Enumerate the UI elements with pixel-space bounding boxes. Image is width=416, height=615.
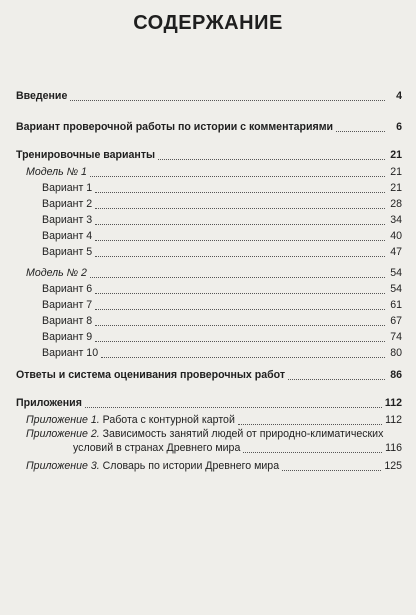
toc-page-number: 21 <box>390 182 402 194</box>
toc-entry-variant-8[interactable] <box>42 315 402 328</box>
toc-page-number: 54 <box>390 283 402 295</box>
toc-entry-label <box>26 414 235 427</box>
leader-dots <box>85 407 382 408</box>
leader-dots <box>158 159 385 160</box>
leader-dots <box>95 192 385 193</box>
toc-entry-label: Вариант 4 <box>42 230 93 242</box>
toc-entry-intro[interactable] <box>16 90 402 103</box>
toc-page-number: 4 <box>396 90 402 102</box>
toc-entry-variant-2[interactable] <box>42 198 402 211</box>
toc-entry-variant-3[interactable] <box>42 214 402 227</box>
toc-entry-variant-5[interactable] <box>42 246 402 259</box>
toc-page-number: 40 <box>390 230 402 242</box>
leader-dots <box>101 357 385 358</box>
toc-page-number: 112 <box>385 414 402 426</box>
toc-page-number: 67 <box>390 315 402 327</box>
toc-entry-label: Тренировочные варианты <box>16 149 156 161</box>
toc-page-number: 61 <box>390 299 402 311</box>
leader-dots <box>95 293 385 294</box>
toc-entry-label: Вариант 1 <box>42 182 93 194</box>
leader-dots <box>95 309 385 310</box>
toc-entry-label: Ответы и система оценивания проверочных работ <box>16 369 286 381</box>
toc-page-number: 54 <box>390 267 402 279</box>
appendix-title: Словарь по истории Древнего мира <box>102 460 280 472</box>
appendix-title: Работа с контурной картой <box>102 414 235 426</box>
toc-entry-variant-9[interactable] <box>42 331 402 344</box>
toc-entry-model-1[interactable] <box>26 166 402 179</box>
leader-dots <box>336 131 385 132</box>
toc-page-number: 6 <box>396 121 402 133</box>
toc-entry-label <box>26 460 279 473</box>
leader-dots <box>90 277 385 278</box>
toc-page-number: 21 <box>390 149 402 161</box>
toc-entry-label: Вариант 9 <box>42 331 93 343</box>
toc-entry-label: Вариант 5 <box>42 246 93 258</box>
toc-page-number: 28 <box>390 198 402 210</box>
toc-entry-appendix-2[interactable] <box>26 428 402 455</box>
toc-entry-appendix-1[interactable] <box>26 414 402 427</box>
toc-entry-variant-6[interactable] <box>42 283 402 296</box>
toc-page-number: 80 <box>390 347 402 359</box>
toc-entry-sample[interactable] <box>16 121 402 134</box>
toc-entry-label: Модель № 2 <box>26 267 87 279</box>
toc-entry-appendix-3[interactable] <box>26 460 402 473</box>
toc-entry-variant-10[interactable] <box>42 347 402 360</box>
toc-entry-label: Вариант 8 <box>42 315 93 327</box>
toc-entry-label: Вариант 2 <box>42 198 93 210</box>
toc-page-number: 125 <box>384 460 402 472</box>
leader-dots <box>95 341 385 342</box>
appendix-prefix: Приложение 2. <box>26 428 100 440</box>
toc-page-number: 74 <box>390 331 402 343</box>
leader-dots <box>238 424 382 425</box>
toc-entry-variant-1[interactable] <box>42 182 402 195</box>
toc-entry-training[interactable] <box>16 149 402 162</box>
appendix-prefix: Приложение 3. <box>26 460 100 472</box>
toc-page-number: 47 <box>390 246 402 258</box>
leader-dots <box>95 256 385 257</box>
leader-dots <box>95 325 385 326</box>
toc-entry-answers[interactable] <box>16 369 402 382</box>
appendix-prefix: Приложение 1. <box>26 414 100 426</box>
leader-dots <box>90 176 385 177</box>
toc-page-number: 21 <box>390 166 402 178</box>
toc-entry-model-2[interactable] <box>26 267 402 280</box>
toc-entry-label: Введение <box>16 90 68 102</box>
leader-dots <box>95 240 385 241</box>
toc-page-number: 112 <box>384 397 402 409</box>
toc-entry-variant-7[interactable] <box>42 299 402 312</box>
toc-page-number: 116 <box>385 441 402 454</box>
leader-dots <box>282 470 381 471</box>
leader-dots <box>70 100 385 101</box>
toc-page-number: 34 <box>390 214 402 226</box>
leader-dots <box>95 224 385 225</box>
toc-entry-label-line1 <box>26 428 402 442</box>
leader-dots <box>243 452 382 453</box>
toc-entry-label: Приложения <box>16 397 82 409</box>
appendix-title-line1: Зависимость занятий людей от природно-климатических <box>102 428 384 440</box>
appendix-title-line2: условий в странах Древнего мира <box>73 441 241 454</box>
toc-page-number: 86 <box>390 369 402 381</box>
toc-entry-variant-4[interactable] <box>42 230 402 243</box>
toc-entry-label: Вариант проверочной работы по истории с комментариями <box>16 121 334 133</box>
toc-entry-appendices[interactable] <box>16 397 402 410</box>
page-title: СОДЕРЖАНИЕ <box>133 12 283 34</box>
toc-entry-label: Модель № 1 <box>26 166 87 178</box>
toc-entry-label: Вариант 7 <box>42 299 93 311</box>
toc-entry-label: Вариант 6 <box>42 283 93 295</box>
toc-entry-label: Вариант 10 <box>42 347 99 359</box>
leader-dots <box>288 379 385 380</box>
toc-entry-label: Вариант 3 <box>42 214 93 226</box>
toc-entry-label-line2-row <box>26 442 402 456</box>
leader-dots <box>95 208 385 209</box>
